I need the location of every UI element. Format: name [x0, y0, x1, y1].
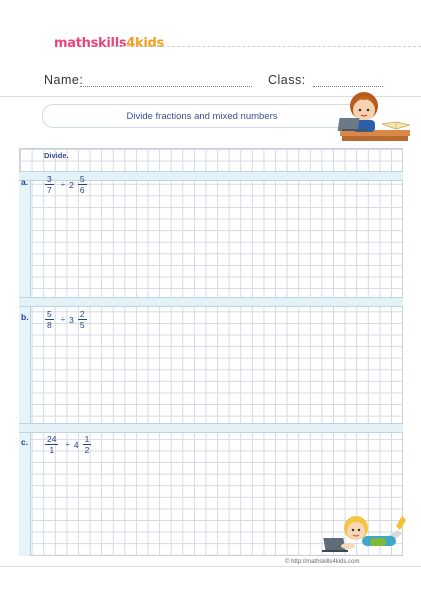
fraction	[45, 309, 54, 330]
section-band-b	[19, 297, 403, 307]
logo-text-kids: kids	[135, 36, 164, 51]
problem-b	[42, 309, 90, 330]
denominator: 1	[49, 445, 55, 455]
fraction	[45, 434, 58, 455]
footer-copyright: © http://mathskills4kids.com	[282, 559, 362, 565]
class-label: Class:	[268, 73, 306, 87]
girl-with-laptop-illustration	[310, 508, 410, 558]
problem-a	[42, 174, 90, 195]
instruction-text: Divide.	[44, 151, 69, 160]
mixed-fraction	[78, 309, 87, 330]
section-band-c	[19, 423, 403, 433]
whole-number: 3	[69, 314, 74, 325]
name-label: Name:	[44, 73, 84, 87]
grid-left-margin	[19, 171, 31, 556]
denominator: 6	[79, 185, 85, 195]
boy-at-laptop-illustration	[336, 86, 412, 152]
problem-c	[42, 434, 94, 455]
worksheet-title-text: Divide fractions and mixed numbers	[126, 110, 278, 122]
division-sign: ÷	[60, 180, 66, 189]
answer-grid	[19, 148, 403, 556]
denominator: 7	[47, 185, 52, 195]
mixed-fraction	[78, 174, 87, 195]
logo-text-math: math	[54, 36, 91, 51]
denominator: 5	[79, 320, 85, 330]
problem-label-c: c.	[21, 437, 29, 447]
logo-text-skills: skills	[90, 36, 127, 51]
division-sign: ÷	[65, 440, 70, 449]
footer-divider	[0, 566, 421, 567]
logo-divider	[112, 46, 421, 47]
whole-number: 2	[69, 179, 74, 190]
fraction	[45, 174, 54, 195]
whole-number: 4	[73, 439, 79, 450]
denominator: 8	[47, 320, 52, 330]
problem-label-b: b.	[21, 312, 29, 322]
mixed-fraction	[83, 434, 92, 455]
numerator: 2	[79, 309, 85, 319]
denominator: 2	[84, 445, 90, 455]
numerator: 5	[47, 309, 52, 319]
problem-label-a: a.	[21, 177, 29, 187]
division-sign: ÷	[60, 315, 66, 324]
numerator: 1	[84, 434, 90, 444]
numerator: 3	[47, 174, 52, 184]
numerator: 5	[79, 174, 85, 184]
site-logo	[54, 36, 164, 51]
worksheet-title	[42, 104, 362, 128]
logo-text-four: 4	[126, 36, 136, 51]
name-field[interactable]	[80, 86, 252, 87]
numerator: 24	[47, 434, 57, 444]
